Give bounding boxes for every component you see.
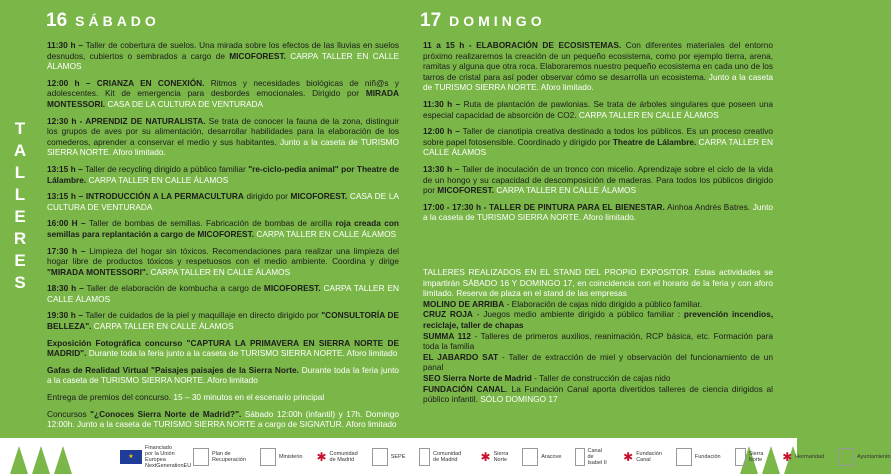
side-letter: R xyxy=(13,229,27,248)
stand-entry xyxy=(423,373,773,384)
entry-location: Junto a la caseta de TURISMO SIERRA NORTE. Aforo limitado. xyxy=(423,71,773,93)
logo-mark-icon: ✱ xyxy=(782,450,793,464)
workshop-entry xyxy=(47,338,399,359)
entry-time-title: 12:30 h - APRENDIZ DE NATURALISTA. xyxy=(47,115,206,126)
stand-name: MOLINO DE ARRIBA xyxy=(423,298,505,309)
entry-organizer: MIRADA MONTESSORI. xyxy=(47,88,399,109)
logo-text: Hermandad xyxy=(795,454,825,460)
sponsor-logo xyxy=(193,448,246,466)
workshop-entry xyxy=(47,246,399,278)
entry-description: Taller de cobertura de suelos. Una mirada sobre los efectos de las lluvias en suelos desnudos, cubiertos o sembrados a cargo de xyxy=(47,40,399,61)
side-letter: A xyxy=(13,141,27,160)
entry-location: 15 – 30 minutos en el escenario principal xyxy=(171,392,325,403)
logo-text: Plan de Recuperación xyxy=(211,451,246,463)
stand-entry xyxy=(423,299,773,310)
logo-text: Ministerio xyxy=(278,454,303,460)
tree-icon xyxy=(32,446,50,474)
workshop-entry xyxy=(47,164,399,185)
workshop-entry xyxy=(47,365,399,386)
stand-description: - Taller de extracción de miel y observación del funcionamiento de un panal xyxy=(423,351,773,373)
logo-mark-icon: ✱ xyxy=(480,450,491,464)
logo-mark-icon xyxy=(372,448,388,466)
entry-organizer: "¿Conoces Sierra Norte de Madrid?". xyxy=(90,408,242,419)
entry-time-title: 19:30 h – xyxy=(47,310,83,321)
workshop-entry xyxy=(47,283,399,304)
entry-description: Taller de inoculación de un tronco con micelio. Aprendizaje sobre el ciclo de la vida de un hongo y su capacidad de descomposición de maderas. Para todos los públicos dirigido por xyxy=(423,163,774,196)
entry-location: CARPA TALLER EN CALLE ÁLAMOS xyxy=(423,136,773,158)
entry-organizer: MICOFOREST. xyxy=(263,283,321,294)
entry-organizer: MICOFOREST. xyxy=(437,185,494,196)
entry-description: Ritmos y necesidades biológicas de niñ@s y adolescentes. Kit de emergencia para desbordes emocionales. Dirigido por xyxy=(47,77,399,99)
entry-description: Taller de elaboración de kombucha a cargo de xyxy=(83,283,264,294)
sponsor-logo xyxy=(782,450,825,464)
entry-location: Junto a la caseta de TURISMO SIERRA NORTE. Aforo limitado. xyxy=(423,201,773,223)
entry-time-title: 11:30 h – xyxy=(47,40,84,50)
entry-organizer: roja creada con semillas para replantación a cargo de MICOFOREST. xyxy=(47,218,399,239)
logo-text: Sierra Norte xyxy=(748,451,764,463)
entry-time-title: 13:30 h – xyxy=(423,163,460,174)
logo-text: Comunidad de Madrid xyxy=(433,451,462,463)
entry-location: CARPA TALLER EN CALLE ÁLAMOS xyxy=(47,283,400,304)
entry-location: CARPA TALLER EN CALLE ÁLAMOS xyxy=(254,228,397,239)
entry-time-title: 12:00 h – CRIANZA EN CONEXIÓN. xyxy=(47,77,205,88)
entry-time-title: Gafas de Realidad Virtual "Paisajes paisajes de la Sierra Norte. xyxy=(47,364,299,375)
workshop-entry xyxy=(423,164,773,196)
sponsor-logo xyxy=(316,451,357,463)
workshop-entry xyxy=(47,409,399,430)
day-header-sunday xyxy=(420,10,546,32)
side-letter: L xyxy=(14,163,26,182)
stand-name: FUNDACIÓN CANAL xyxy=(423,383,506,394)
entry-organizer: "CONSULTORÍA DE BELLEZA". xyxy=(47,310,399,332)
sponsor-logo xyxy=(481,451,509,463)
sponsor-logo xyxy=(735,448,769,466)
logo-text: SEPE xyxy=(390,454,406,460)
entry-organizer: "re-ciclo-pedia animal" por Theatre de Lálambre. xyxy=(47,163,399,185)
side-letter: S xyxy=(14,273,26,292)
sponsor-logo xyxy=(676,448,721,466)
workshop-entry xyxy=(47,392,399,403)
entry-time-title: 17:00 - 17:30 h - TALLER DE PINTURA PARA EL BIENESTAR. xyxy=(423,201,665,212)
entry-description: Taller de cuidados de la piel y maquillaje en directo dirigido por xyxy=(83,310,322,321)
entry-organizer: MICOFOREST. xyxy=(290,191,348,202)
entry-time-title: 11:30 h – xyxy=(423,98,461,109)
sponsor-logo xyxy=(419,448,466,466)
entry-organizer: MICOFOREST. xyxy=(229,50,286,61)
stand-description: - Talleres de primeros auxilios, reanimación, RCP básica, etc. Formación para toda la familia xyxy=(423,330,773,352)
logo-mark-icon xyxy=(838,448,854,466)
entry-description: Entrega de premios del concurso. xyxy=(47,392,172,403)
logo-text: Canal de Isabel II xyxy=(587,448,607,466)
entry-location: Sábado 12:00h (infantil) y 17h. Domingo 12:00h. Junto a la caseta de TURISMO SIERRA NORTE a cargo de SIGNATUR. Aforo limitado xyxy=(47,408,400,430)
sponsor-logo xyxy=(372,448,406,466)
entry-location: CARPA TALLER EN CALLE ÁLAMOS xyxy=(91,321,234,332)
logo-mark-icon xyxy=(735,448,746,466)
stand-name: SEO Sierra Norte de Madrid xyxy=(423,372,532,383)
logo-text: Comunidad de Madrid xyxy=(329,451,358,463)
entry-description: Ruta de plantación de pawlonias. Se trata de árboles singulares que poseen una especial capacidad de absorción de CO2. xyxy=(423,98,773,120)
logo-mark-icon xyxy=(676,448,692,466)
stand-description: - Elaboración de cajas nido dirigido a público familiar. xyxy=(504,298,703,309)
day-name: DOMINGO xyxy=(449,13,546,29)
entry-location: CARPA TALLER EN CALLE ÁLAMOS xyxy=(86,174,229,185)
entry-time-title: Exposición Fotográfica concurso "CAPTURA LA PRIMAVERA EN SIERRA NORTE DE MADRID". xyxy=(47,337,399,359)
workshop-entry xyxy=(423,99,773,120)
entry-time-title: 16:00 H – xyxy=(47,218,86,229)
workshop-entry xyxy=(47,78,399,110)
sponsor-logo xyxy=(260,448,303,466)
entry-description: Concursos xyxy=(47,408,91,419)
entry-time-title: 11 a 15 h - ELABORACIÓN DE ECOSISTEMAS. xyxy=(423,40,622,50)
entry-description: Limpieza del hogar sin tóxicos. Recomendaciones para realizar una limpieza del hogar libre de productos tóxicos y respetuosos con el medio ambiente. Coordina y dirige xyxy=(47,245,400,267)
stand-name: CRUZ ROJA xyxy=(423,309,473,320)
logo-text: Fundación xyxy=(694,454,721,460)
logo-mark-icon xyxy=(522,448,538,466)
entry-location: Durante toda la feria junto a la caseta de TURISMO SIERRA NORTE. Aforo limitado xyxy=(86,348,398,359)
entry-description: dirigido por xyxy=(243,191,291,202)
side-label-talleres xyxy=(12,118,28,294)
entry-organizer: "MIRADA MONTESSORI". xyxy=(47,266,149,277)
logo-mark-icon: ✱ xyxy=(623,450,634,464)
side-letter: L xyxy=(14,185,26,204)
entry-location: CARPA TALLER EN CALLE ÁLAMOS xyxy=(494,185,637,196)
logo-mark-icon: ✱ xyxy=(316,450,327,464)
entry-location: CASA DE LA CULTURA DE VENTURADA xyxy=(47,191,399,212)
logo-mark-icon xyxy=(575,448,584,466)
sponsor-logo xyxy=(838,448,891,466)
sponsor-logo xyxy=(575,448,609,466)
workshop-entry xyxy=(47,40,399,72)
entry-time-title: 13:15 h – INTRODUCCIÓN A LA PERMACULTURA xyxy=(47,191,244,202)
stand-description: - Juegos medio ambiente dirigido a público familiar : xyxy=(472,309,684,320)
sponsor-logos xyxy=(120,446,891,468)
workshop-entry xyxy=(423,202,773,223)
entry-location: Durante toda la feria junto a la caseta de TURISMO SIERRA NORTE. Aforo limitado xyxy=(47,364,399,386)
entry-description: Taller de recycling dirigido a público familiar xyxy=(82,163,249,174)
logo-mark-icon: ★ xyxy=(120,450,142,464)
entry-description: Ainhoa Andrés Batres. xyxy=(664,201,751,212)
tree-icon xyxy=(10,446,28,474)
sponsor-logo xyxy=(120,445,192,469)
workshop-entry xyxy=(47,116,399,158)
stand-workshops xyxy=(423,267,773,405)
stand-entry xyxy=(423,309,773,330)
logo-text: Ayuntamiento xyxy=(857,454,891,460)
stand-entry xyxy=(423,384,773,405)
entry-location: CARPA TALLER EN CALLE ÁLAMOS xyxy=(47,50,399,72)
entry-description: Taller de cianotipia creativa destinado a todos los públicos. Es un proceso creativo sobre papel fotosensible. Coordinado y dirigido por xyxy=(423,126,773,147)
sponsor-logo xyxy=(522,448,561,466)
entry-location: CARPA TALLER EN CALLE ÁLAMOS xyxy=(148,266,291,277)
tree-icon xyxy=(54,446,72,474)
entry-location: CARPA TALLER EN CALLE ÁLAMOS xyxy=(576,109,719,120)
stand-entry xyxy=(423,331,773,352)
logo-mark-icon xyxy=(260,448,276,466)
side-letter: E xyxy=(14,251,26,270)
stand-highlight: prevención incendios, reciclaje, taller de chapas xyxy=(423,309,774,330)
stand-entry xyxy=(423,352,773,373)
entry-time-title: 17:30 h – xyxy=(47,245,86,256)
workshop-entry xyxy=(47,218,399,239)
entry-description: Taller de bombas de semillas. Fabricación de bombas de arcilla xyxy=(85,218,336,229)
stand-intro: TALLERES REALIZADOS EN EL STAND DEL PROPIO EXPOSITOR. Estas actividades se impartirán SÁBADO 16 Y DOMINGO 17, en coincidencia con el horario de la feria y con aforo limitado. Reserva de plaza en el stand de las empresas xyxy=(423,267,773,299)
workshop-entry xyxy=(47,191,399,212)
stand-description: . La Fundación Canal aporta divertidos talleres de ciencia dirigidos al público infantil. xyxy=(423,383,773,405)
entry-time-title: 13:15 h – xyxy=(47,163,83,174)
sunday-workshops xyxy=(423,40,773,223)
side-letter: T xyxy=(14,119,26,138)
side-letter: E xyxy=(14,207,26,226)
stand-list xyxy=(423,299,773,405)
stand-note: SÓLO DOMINGO 17 xyxy=(480,394,558,405)
workshop-entry xyxy=(423,126,773,158)
day-header-saturday xyxy=(46,10,160,32)
stand-description: - Taller de construcción de cajas nido xyxy=(531,372,671,383)
logo-mark-icon xyxy=(193,448,209,466)
entry-location: CASA DE LA CULTURA DE VENTURADA xyxy=(105,98,264,109)
entry-location: Junto a la caseta de TURISMO SIERRA NORTE. Aforo limitado. xyxy=(47,136,399,158)
entry-time-title: 12:00 h – xyxy=(423,126,460,137)
entry-description: Con diferentes materiales del entorno próximo realizaremos la creación de un pequeño ecosistema, como por ejemplo tierra, arena, ramitas y alguna que otra roca. Elaboraremos nuestro pequeño ecosistema en cada uno de los tarros de cristal para así poder observar cómo se desarrolla un ecosistema. xyxy=(423,40,773,82)
workshop-entry xyxy=(423,40,773,93)
day-number: 16 xyxy=(46,10,68,31)
logo-text: Financiado por la Unión Europea NextGenerationEU xyxy=(145,445,192,469)
entry-organizer: Theatre de Lálambre. xyxy=(612,136,697,147)
logo-text: Fundación Canal xyxy=(636,451,662,463)
stand-name: EL JABARDO SAT xyxy=(423,351,499,362)
saturday-workshops xyxy=(47,40,399,430)
workshop-entry xyxy=(47,310,399,331)
logo-mark-icon xyxy=(419,448,430,466)
sponsor-logo xyxy=(623,451,662,463)
entry-description: Se trata de conocer la fauna de la zona, distinguir los grupos de aves por su alimentación, desarrollar habilidades para la elaboración de los comederos, aprender a conservar el medio y sus habitantes. xyxy=(47,115,399,147)
entry-time-title: 18:30 h – xyxy=(47,283,84,294)
stand-name: SUMMA 112 xyxy=(423,330,471,341)
logo-text: Sierra Norte xyxy=(493,451,509,463)
logo-text: Aracove xyxy=(541,454,562,460)
day-number: 17 xyxy=(420,10,442,31)
day-name: SÁBADO xyxy=(75,13,160,29)
